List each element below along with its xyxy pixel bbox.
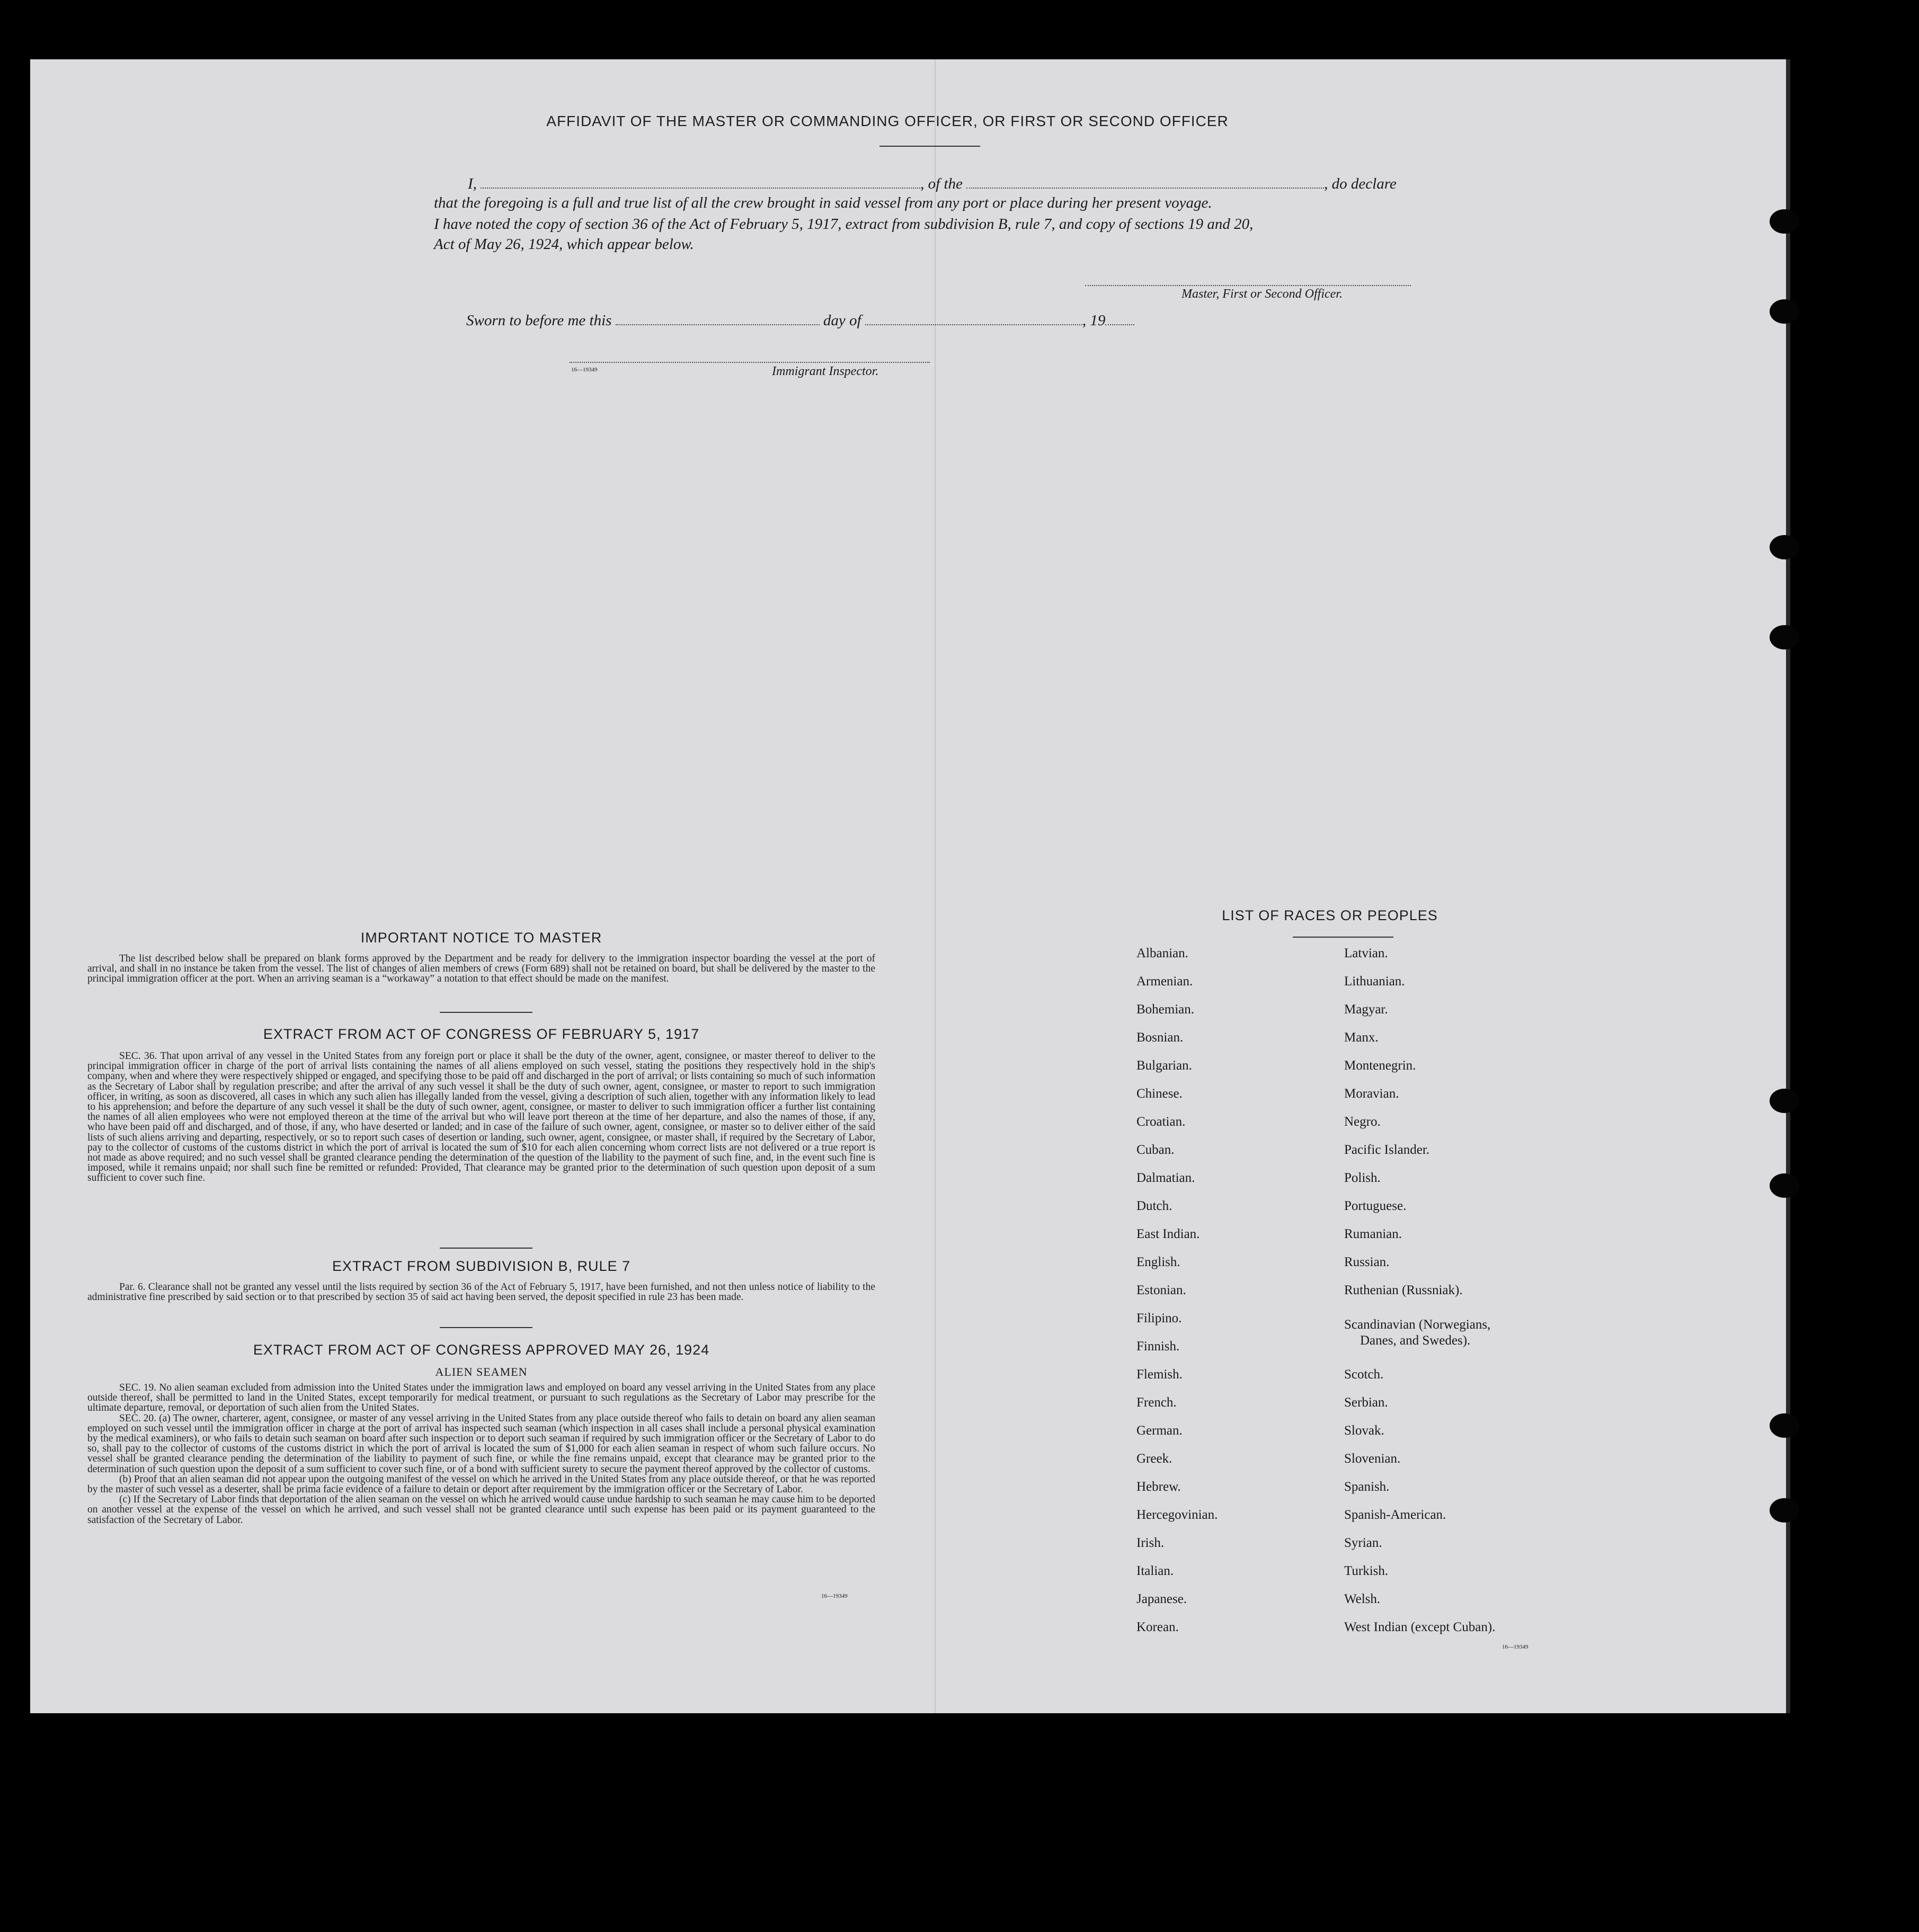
race-item: Dutch.: [1136, 1199, 1172, 1213]
extract-1917-title: EXTRACT FROM ACT OF CONGRESS OF FEBRUARY 5, 1917: [263, 1026, 700, 1042]
race-item: Portuguese.: [1344, 1199, 1407, 1213]
extract-1924-title: EXTRACT FROM ACT OF CONGRESS APPROVED MAY 26, 1924: [253, 1342, 710, 1358]
form-number-right: 16—19349: [1502, 1644, 1529, 1650]
race-item: English.: [1136, 1255, 1180, 1269]
race-item: Manx.: [1344, 1030, 1379, 1045]
page-fold-line: [935, 59, 936, 1713]
races-right-column: [1344, 946, 1662, 1648]
punch-hole-icon: [1770, 625, 1799, 649]
affidavit-line-4: Act of May 26, 1924, which appear below.: [434, 236, 694, 253]
race-item: Albanian.: [1136, 946, 1188, 960]
section-20a-text: SEC. 20. (a) The owner, charterer, agent, consignee, or master of any vessel arriving in the United States from any place outside thereof who fails to detain on board any alien seaman employed on such vessel until the immigration officer in charge at the port of arrival has inspected such seaman (which inspection in all cases shall include a personal physical examination by the medical examiners), or who fails to detain such seaman on board after such inspection or to deport such seaman if required by such immigration officer or the Secretary of Labor to do so, shall pay to the collector of customs of the customs district in which the port of arrival is located the sum of $1,000 for each alien seaman in respect of whom such failure occurs. No vessel shall be granted clearance pending the determination of the liability to payment of such fine, or while the fine remains unpaid, except that clearance may be granted prior to the determination of such question upon the deposit of a sum sufficient to cover such fine, or of a bond with sufficient surety to secure the payment thereof approved by the collector of customs.: [87, 1412, 875, 1475]
race-item: Filipino.: [1136, 1311, 1182, 1325]
extract-rule7-rule: [440, 1327, 532, 1328]
notice-rule: [440, 1012, 532, 1013]
declarant-label: I,: [468, 175, 477, 192]
section-20c-text: (c) If the Secretary of Labor finds that deportation of the alien seaman on the vessel on which he arrived would cause undue hardship to such seaman he may cause him to be deported on another vessel at the expense of the vessel on which he arrived, and such vessel shall not be granted clearance until such expense has been paid or its payment guaranteed to the satisfaction of the Secretary of Labor.: [87, 1494, 875, 1526]
punch-hole-icon: [1770, 1498, 1799, 1523]
section-20b-text: (b) Proof that an alien seaman did not appear upon the outgoing manifest of the vessel on which he arrived in the United States from any place outside thereof, or that he was reported by the master of such vessel as a deserter, shall be prima facie evidence of a failure to detain or deport after requirement by the immigration officer or the Secretary of Labor.: [87, 1473, 875, 1495]
alien-seamen-subtitle: ALIEN SEAMEN: [435, 1365, 528, 1378]
section-36-text: SEC. 36. That upon arrival of any vessel in the United States from any foreign port or place it shall be the duty of the owner, agent, consignee, or master thereof to deliver to the principal immigration officer in charge of the port of arrival lists containing the names of all aliens employed on such vessel, stating the positions they respectively hold in the ship's company, when and where they were respectively shipped or engaged, and specifying those to be paid off and discharged in the port of arrival; or lists containing so much of such information as the Secretary of Labor shall by regulation prescribe; and after the arrival of any such vessel it shall be the duty of such owner, agent, consignee, or master to report to such immigration officer, in writing, as soon as discovered, all cases in which any such alien has illegally landed from the vessel, giving a description of such alien, together with any information likely to lead to his apprehension; and before the departure of any such vessel it shall be the duty of such owner, agent, consignee, or master to deliver to such immigration officer a further list containing the names of all alien employees who were not employed thereon at the time of the arrival but who will leave port thereon at the time of her departure, and also the names of those, if any, who have been paid off and discharged, and of those, if any, who have deserted or landed; and in case of the failure of such owner, agent, consignee, or master so to deliver either of the said lists of such aliens arriving and departing, respectively, or so to report such cases of desertion or landing, such owner, agent, consignee, or master shall, if required by the Secretary of Labor, pay to the collector of customs of the customs district in which the port of arrival is located the sum of $10 for each alien concerning whom correct lists are not delivered or a true report is not made as above required; and no such vessel shall be granted clearance pending the determination of the question of the liability to the payment of such fine, and, in the event such fine is imposed, while it remains unpaid; nor shall such fine be remitted or refunded: Provided, That clearance may be granted prior to the determination of such question upon deposit of a sum sufficient to cover such fine.: [87, 1050, 875, 1184]
affidavit-line-1: [434, 173, 1430, 194]
extract-1917-body: [87, 1051, 875, 1183]
punch-hole-icon: [1770, 1173, 1799, 1198]
race-item: Scotch.: [1344, 1367, 1384, 1382]
punch-hole-icon: [1770, 535, 1799, 559]
vessel-label: , of the: [920, 175, 963, 192]
affidavit-line-3: I have noted the copy of section 36 of the Act of February 5, 1917, extract from subdivision B, rule 7, and copy of sections 19 and 20,: [434, 216, 1254, 233]
vessel-name-field[interactable]: [966, 173, 1324, 189]
punch-hole-icon: [1770, 1413, 1799, 1438]
race-item-scandinavian: [1344, 1311, 1662, 1367]
affidavit-line-2: that the foregoing is a full and true list of all the crew brought in said vessel from any port or place during her present voyage.: [434, 194, 1212, 211]
race-item: Russian.: [1344, 1255, 1390, 1269]
race-item: Finnish.: [1136, 1339, 1180, 1354]
section-19-text: SEC. 19. No alien seaman excluded from admission into the United States under the immigration laws and employed on board any vessel arriving in the United States from any place outside thereof, shall be permitted to land in the United States, except temporarily for medical treatment, or pursuant to such regulations as the Secretary of Labor may prescribe for the ultimate departure, removal, or deportation of such alien from the United States.: [87, 1382, 875, 1414]
race-item: Korean.: [1136, 1620, 1179, 1634]
race-item: Cuban.: [1136, 1143, 1175, 1157]
race-item: Syrian.: [1344, 1536, 1382, 1550]
race-item: Spanish.: [1344, 1480, 1390, 1494]
race-item: Magyar.: [1344, 1002, 1388, 1017]
punch-hole-icon: [1770, 299, 1799, 324]
race-item: West Indian (except Cuban).: [1344, 1620, 1496, 1634]
day-of-label: day of: [823, 312, 861, 329]
inspector-signature-line[interactable]: [570, 362, 930, 363]
year-label: , 19: [1082, 312, 1106, 329]
race-item: Turkish.: [1344, 1564, 1389, 1578]
punch-hole-icon: [1770, 209, 1799, 234]
race-item: East Indian.: [1136, 1227, 1200, 1241]
races-title: LIST OF RACES OR PEOPLES: [1222, 907, 1438, 923]
race-item: Slovak.: [1344, 1423, 1384, 1438]
race-item: Serbian.: [1344, 1395, 1388, 1410]
sworn-label: Sworn to before me this: [466, 312, 612, 329]
race-item: Latvian.: [1344, 946, 1388, 960]
race-item: Armenian.: [1136, 974, 1193, 989]
notice-title: IMPORTANT NOTICE TO MASTER: [360, 930, 602, 946]
race-item: Hebrew.: [1136, 1480, 1181, 1494]
declarant-name-field[interactable]: [481, 173, 920, 189]
inspector-label: Immigrant Inspector.: [772, 364, 879, 378]
extract-1924-body: [87, 1383, 875, 1525]
race-item: Dalmatian.: [1136, 1171, 1195, 1185]
race-item: Hercegovinian.: [1136, 1508, 1218, 1522]
form-number-left: 16—19349: [821, 1593, 848, 1599]
race-item: Bosnian.: [1136, 1030, 1184, 1045]
race-item: Lithuanian.: [1344, 974, 1405, 989]
race-item: Japanese.: [1136, 1592, 1187, 1606]
rule7-par6-text: Par. 6. Clearance shall not be granted any vessel until the lists required by section 36 of the Act of February 5, 1917, have been furnished, and not then unless notice of liability to the administrative fine prescribed by said section or to that prescribed by section 35 of said act having been served, the deposit specified in rule 23 has been made.: [87, 1281, 875, 1303]
race-item: Bulgarian.: [1136, 1058, 1192, 1073]
extract-1917-rule: [440, 1248, 532, 1249]
race-item: Ruthenian (Russniak).: [1344, 1283, 1463, 1297]
race-item: Italian.: [1136, 1564, 1174, 1578]
race-item: Negro.: [1344, 1115, 1381, 1129]
race-item: Moravian.: [1344, 1087, 1399, 1101]
sworn-line: [466, 309, 1462, 331]
race-item: Montenegrin.: [1344, 1058, 1416, 1073]
race-item-line-2: Danes, and Swedes).: [1360, 1333, 1471, 1348]
race-item: Rumanian.: [1344, 1227, 1402, 1241]
form-number-top: 16—19349: [571, 367, 598, 373]
extract-rule7-body: [87, 1282, 875, 1302]
declare-label: , do declare: [1324, 175, 1397, 192]
race-item: Polish.: [1344, 1171, 1381, 1185]
sworn-month-field[interactable]: [865, 309, 1082, 325]
race-item: Croatian.: [1136, 1115, 1186, 1129]
race-item: Bohemian.: [1136, 1002, 1195, 1017]
punch-hole-icon: [1770, 1089, 1799, 1113]
affidavit-title: AFFIDAVIT OF THE MASTER OR COMMANDING OFFICER, OR FIRST OR SECOND OFFICER: [546, 113, 1229, 129]
race-item: Chinese.: [1136, 1087, 1183, 1101]
race-item-line-1: Scandinavian (Norwegians,: [1344, 1317, 1491, 1332]
master-signature-line[interactable]: [1085, 285, 1411, 286]
races-title-rule: [1293, 937, 1393, 938]
affidavit-title-rule: [879, 146, 980, 147]
race-item: Spanish-American.: [1344, 1508, 1446, 1522]
race-item: Estonian.: [1136, 1283, 1186, 1297]
race-item: Irish.: [1136, 1536, 1165, 1550]
race-item: Welsh.: [1344, 1592, 1381, 1606]
master-signature-label: Master, First or Second Officer.: [1181, 287, 1343, 301]
race-item: Greek.: [1136, 1452, 1172, 1466]
race-item: German.: [1136, 1423, 1183, 1438]
race-item: Pacific Islander.: [1344, 1143, 1430, 1157]
sworn-year-field[interactable]: [1105, 309, 1134, 325]
notice-body: [87, 954, 875, 984]
extract-rule7-title: EXTRACT FROM SUBDIVISION B, RULE 7: [332, 1258, 631, 1274]
sworn-day-field[interactable]: [616, 309, 820, 325]
notice-text: The list described below shall be prepared on blank forms approved by the Department and be ready for delivery to the immigration inspector boarding the vessel at the port of arrival, and shall in no instance be taken from the vessel. The list of changes of alien members of crews (Form 689) shall not be retained on board, but shall be delivered by the master to the principal immigration officer at the port. When an arriving seaman is a “workaway” a notation to that effect should be made on the manifest.: [87, 953, 875, 985]
race-item: French.: [1136, 1395, 1177, 1410]
race-item: Slovenian.: [1344, 1452, 1401, 1466]
race-item: Flemish.: [1136, 1367, 1183, 1382]
